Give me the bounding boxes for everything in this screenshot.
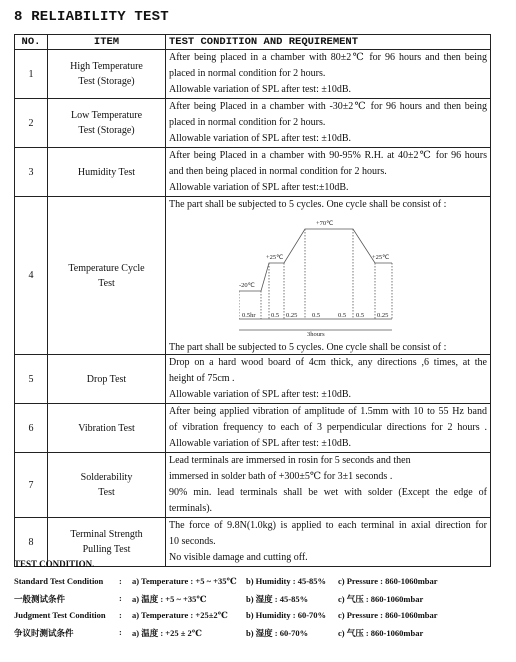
- row-number: 3: [15, 148, 48, 197]
- row-number: 7: [15, 453, 48, 518]
- table-row: [15, 50, 491, 99]
- table-row: [15, 453, 491, 518]
- label-plus25-right: +25℃: [372, 254, 390, 261]
- row-item: Solderability Test: [48, 453, 166, 518]
- row-item: Drop Test: [48, 355, 166, 404]
- row-condition: Lead terminals are immersed in rosin for 5 seconds and then immersed in solder bath of +300±5℃ for 3±1 seconds . 90% min. lead terminals shall be wet with solder (Except the edge of terminals).: [166, 453, 491, 518]
- row-condition: The force of 9.8N(1.0kg) is applied to each terminal in axial direction for 10 seconds. No visible damage and cutting off.: [166, 518, 491, 567]
- header-item: ITEM: [48, 35, 166, 50]
- header-no: NO.: [15, 35, 48, 50]
- header-condition: TEST CONDITION AND REQUIREMENT: [166, 35, 491, 50]
- test-condition-heading: TEST CONDITION.: [14, 559, 95, 569]
- duration-label: 0.25: [377, 312, 389, 319]
- total-duration-label: 3hours: [307, 331, 325, 337]
- row-number: 5: [15, 355, 48, 404]
- table-row: [15, 197, 491, 355]
- table-row: [15, 99, 491, 148]
- row-condition: After being applied vibration of amplitude of 1.5mm with 10 to 55 Hz band of vibration frequency to each of 3 perpendicular directions for 2 hours . Allowable variation of SPL after test: ±10dB.: [166, 404, 491, 453]
- row-number: 6: [15, 404, 48, 453]
- row-condition: After being placed in a chamber with 80±2℃ for 96 hours and then being placed in normal condition for 2 hours. Allowable variation of SPL after test: ±10dB.: [166, 50, 491, 99]
- label-plus25-left: +25℃: [266, 254, 284, 261]
- row-number: 2: [15, 99, 48, 148]
- row-number: 4: [15, 197, 48, 355]
- section-title: 8 RELIABILITY TEST: [14, 9, 169, 25]
- table-row: [15, 404, 491, 453]
- duration-label: 0.5: [338, 312, 347, 319]
- row-item: High Temperature Test (Storage): [48, 50, 166, 99]
- duration-label: 0.5: [271, 312, 280, 319]
- duration-label: 0.5hr: [242, 312, 256, 319]
- label-plus70: +70℃: [316, 220, 334, 227]
- table-row: [15, 355, 491, 404]
- duration-label: 0.25: [286, 312, 298, 319]
- label-minus20: -20℃: [239, 282, 255, 289]
- row-item: Vibration Test: [48, 404, 166, 453]
- row-condition: Drop on a hard wood board of 4cm thick, any directions ,6 times, at the height of 75cm . Allowable variation of SPL after test: ±10dB.: [166, 355, 491, 404]
- row-condition: After being Placed in a chamber with 90-95% R.H. at 40±2℃ for 96 hours and then being placed in normal condition for 2 hours. Allowable variation of SPL after test:±10dB.: [166, 148, 491, 197]
- temperature-cycle-diagram: [239, 215, 419, 337]
- row-condition: The part shall be subjected to 5 cycles. One cycle shall be consist of : +70℃ +25℃ +25℃ -20℃ 0.5hr 0.5 0.25 0.5 0.5 0.5 0.25 3hours The part shall be subjected to 5 cycles. One cycle shall be consist of :: [166, 197, 491, 355]
- row-item: Temperature Cycle Test: [48, 197, 166, 355]
- duration-label: 0.5: [312, 312, 321, 319]
- row-number: 1: [15, 50, 48, 99]
- duration-label: 0.5: [356, 312, 365, 319]
- row-item: Humidity Test: [48, 148, 166, 197]
- row-item: Terminal Strength Pulling Test: [48, 518, 166, 567]
- table-row: [15, 148, 491, 197]
- row-item: Low Temperature Test (Storage): [48, 99, 166, 148]
- row-number: 8: [15, 518, 48, 567]
- table-header-row: [15, 35, 491, 50]
- reliability-test-table: [14, 34, 491, 567]
- row-condition: After being Placed in a chamber with -30±2℃ for 96 hours and then being placed in normal condition for 2 hours. Allowable variation of SPL after test: ±10dB.: [166, 99, 491, 148]
- cycle-profile-line: [239, 229, 392, 291]
